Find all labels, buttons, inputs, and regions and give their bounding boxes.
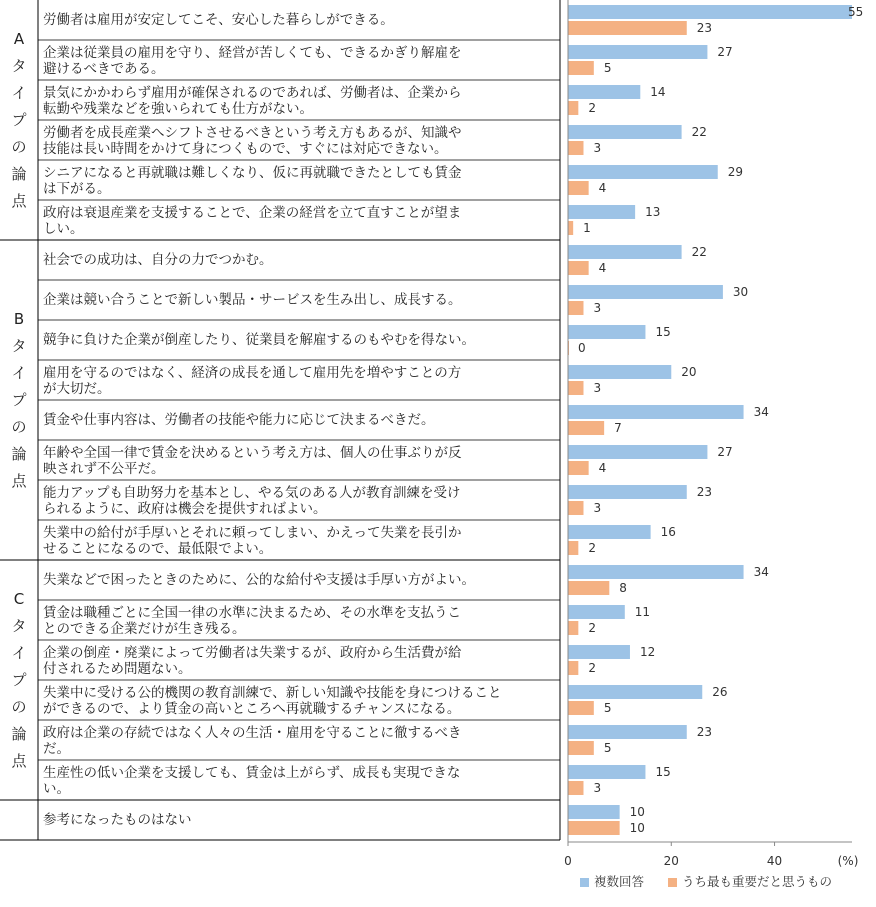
statement-text: シニアになると再就職は難しくなり、仮に再就職できたとしても賃金	[43, 165, 462, 181]
statement-text: 賃金や仕事内容は、労働者の技能や能力に応じて決まるべきだ。	[43, 412, 435, 428]
statement-text: 政府は企業の存続ではなく人々の生活・雇用を守ることに徹するべき	[43, 725, 462, 741]
value-label-most-important: 5	[603, 701, 612, 715]
statement-text: しい。	[43, 221, 84, 237]
bar-most-important	[568, 381, 583, 395]
statement-text: 技能は長い時間をかけて身につくもので、すぐには対応できない。	[43, 141, 448, 157]
value-label-most-important: 4	[598, 261, 607, 275]
statement-text: は下がる。	[43, 181, 111, 197]
bar-multiple	[568, 805, 620, 819]
statement-text: だ。	[43, 741, 70, 757]
value-label-most-important: 0	[578, 341, 586, 355]
bar-multiple	[568, 445, 707, 459]
bar-multiple	[568, 165, 718, 179]
statement-text: 失業などで困ったときのために、公的な給付や支援は手厚い方がよい。	[43, 572, 475, 588]
bar-most-important	[568, 461, 589, 475]
value-label-most-important: 5	[603, 61, 612, 75]
bar-most-important	[568, 741, 594, 755]
bar-most-important	[568, 581, 609, 595]
value-label-most-important: 4	[598, 181, 607, 195]
value-label-most-important: 2	[588, 661, 596, 675]
bar-multiple	[568, 205, 635, 219]
bar-most-important	[568, 541, 578, 555]
value-label-multiple: 12	[639, 645, 656, 659]
statement-text: 企業は競い合うことで新しい製品・サービスを生み出し、成長する。	[43, 292, 462, 308]
statement-text: 生産性の低い企業を支援しても、賃金は上がらず、成長も実現できな	[43, 765, 461, 781]
statement-text: 競争に負けた企業が倒産したり、従業員を解雇するのもやむを得ない。	[43, 332, 475, 348]
legend-swatch-most-important	[668, 878, 677, 887]
bar-most-important	[568, 181, 589, 195]
unit-label: (%)	[837, 854, 859, 868]
statement-text: 映されず不公平だ。	[43, 461, 165, 477]
statement-text: 社会での成功は、自分の力でつかむ。	[43, 252, 273, 268]
bar-multiple	[568, 645, 630, 659]
bar-multiple	[568, 85, 640, 99]
value-label-most-important: 3	[593, 501, 602, 515]
value-label-multiple: 16	[660, 525, 676, 539]
bar-most-important	[568, 101, 578, 115]
bar-multiple	[568, 605, 625, 619]
bar-most-important	[568, 301, 583, 315]
bar-multiple	[568, 45, 707, 59]
bar-multiple	[568, 285, 723, 299]
bar-multiple	[568, 125, 682, 139]
bar-most-important	[568, 781, 583, 795]
bar-most-important	[568, 21, 687, 35]
statement-text: 失業中に受ける公的機関の教育訓練で、新しい知識や技能を身につけること	[43, 685, 502, 701]
statement-text: 労働者は雇用が安定してこそ、安心した暮らしができる。	[43, 12, 394, 28]
x-tick-label: 0	[564, 854, 572, 868]
value-label-most-important: 7	[614, 421, 622, 435]
statement-text: 失業中の給付が手厚いとそれに頼ってしまい、かえって失業を長引か	[43, 525, 462, 541]
value-label-most-important: 2	[588, 621, 596, 635]
statement-text: い。	[43, 781, 70, 797]
statement-text: 賃金は職種ごとに全国一律の水準に決まるため、その水準を支払うこ	[43, 605, 461, 621]
statement-text: 政府は衰退産業を支援することで、企業の経営を立て直すことが望ま	[43, 205, 462, 221]
value-label-multiple: 27	[717, 445, 733, 459]
value-label-multiple: 55	[848, 5, 864, 19]
bar-most-important	[568, 701, 594, 715]
bar-multiple	[568, 405, 744, 419]
value-label-multiple: 22	[691, 125, 707, 139]
statement-text: 企業の倒産・廃業によって労働者は失業するが、政府から生活費が給	[43, 645, 462, 661]
value-label-most-important: 2	[588, 541, 596, 555]
value-label-multiple: 11	[634, 605, 651, 619]
statement-text: 企業は従業員の雇用を守り、経営が苦しくても、できるかぎり解雇を	[43, 45, 462, 61]
bar-most-important	[568, 221, 573, 235]
statement-text: 避けるべきである。	[43, 61, 165, 77]
bar-most-important	[568, 621, 578, 635]
bar-plot-area	[568, 5, 863, 835]
bar-multiple	[568, 565, 744, 579]
bar-multiple	[568, 765, 645, 779]
statement-text: られるように、政府は機会を提供すればよい。	[43, 501, 327, 517]
value-label-multiple: 22	[691, 245, 707, 259]
value-label-most-important: 2	[588, 101, 596, 115]
statement-text: 転勤や残業などを強いられても仕方がない。	[43, 101, 313, 117]
value-label-multiple: 30	[732, 285, 749, 299]
value-label-multiple: 15	[655, 325, 671, 339]
statement-text: が大切だ。	[43, 381, 111, 397]
value-label-multiple: 10	[629, 805, 645, 819]
statement-text: とのできる企業だけが生き残る。	[43, 621, 246, 637]
bar-multiple	[568, 5, 852, 19]
bar-multiple	[568, 365, 671, 379]
legend	[580, 874, 832, 889]
statement-text: 年齢や全国一律で賃金を決めるという考え方は、個人の仕事ぶりが反	[43, 445, 462, 461]
bar-multiple	[568, 325, 645, 339]
value-label-multiple: 13	[645, 205, 661, 219]
statement-text: 能力アップも自助努力を基本とし、やる気のある人が教育訓練を受け	[43, 485, 461, 501]
value-label-most-important: 5	[603, 741, 612, 755]
group-label: B タイプの論点	[11, 310, 27, 490]
value-label-multiple: 34	[753, 405, 769, 419]
value-label-multiple: 26	[712, 685, 728, 699]
value-label-multiple: 23	[696, 485, 713, 499]
bar-most-important	[568, 421, 604, 435]
legend-label-multiple: 複数回答	[594, 874, 645, 889]
legend-swatch-multiple	[580, 878, 589, 887]
legend-label-most-important: うち最も重要だと思うもの	[682, 874, 833, 889]
bar-multiple	[568, 245, 682, 259]
value-label-most-important: 8	[619, 581, 627, 595]
bar-multiple	[568, 485, 687, 499]
x-tick-label: 20	[663, 854, 679, 868]
bar-most-important	[568, 661, 578, 675]
value-label-multiple: 20	[681, 365, 697, 379]
value-label-multiple: 14	[650, 85, 666, 99]
value-label-multiple: 29	[727, 165, 744, 179]
value-label-most-important: 3	[593, 141, 602, 155]
statement-text: 雇用を守るのではなく、経済の成長を通して雇用先を増やすことの方	[43, 365, 462, 381]
statement-text: 労働者を成長産業へシフトさせるべきという考え方もあるが、知識や	[43, 125, 462, 141]
group-label: A タイプの論点	[11, 30, 27, 210]
value-label-multiple: 23	[696, 725, 713, 739]
value-label-most-important: 23	[696, 21, 713, 35]
group-label: C タイプの論点	[11, 590, 27, 770]
statement-text: ができるので、より賃金の高いところへ再就職するチャンスになる。	[43, 701, 461, 717]
bar-most-important	[568, 141, 583, 155]
value-label-multiple: 27	[717, 45, 733, 59]
bar-multiple	[568, 685, 702, 699]
bar-most-important	[568, 261, 589, 275]
bar-most-important	[568, 61, 594, 75]
value-label-most-important: 3	[593, 381, 602, 395]
bar-most-important	[568, 821, 620, 835]
bar-multiple	[568, 725, 687, 739]
bar-multiple	[568, 525, 651, 539]
statement-text: 参考になったものはない	[43, 812, 192, 828]
statement-text: せることになるので、最低限でよい。	[43, 541, 273, 557]
value-label-most-important: 4	[598, 461, 607, 475]
value-label-multiple: 15	[655, 765, 671, 779]
value-label-most-important: 3	[593, 781, 602, 795]
value-label-most-important: 10	[629, 821, 645, 835]
statement-text: 景気にかかわらず雇用が確保されるのであれば、労働者は、企業から	[43, 85, 462, 101]
value-label-most-important: 1	[583, 221, 591, 235]
value-label-multiple: 34	[753, 565, 769, 579]
bar-most-important	[568, 501, 583, 515]
x-tick-label: 40	[766, 854, 783, 868]
statement-text: 付されるため問題ない。	[43, 661, 192, 677]
value-label-most-important: 3	[593, 301, 602, 315]
